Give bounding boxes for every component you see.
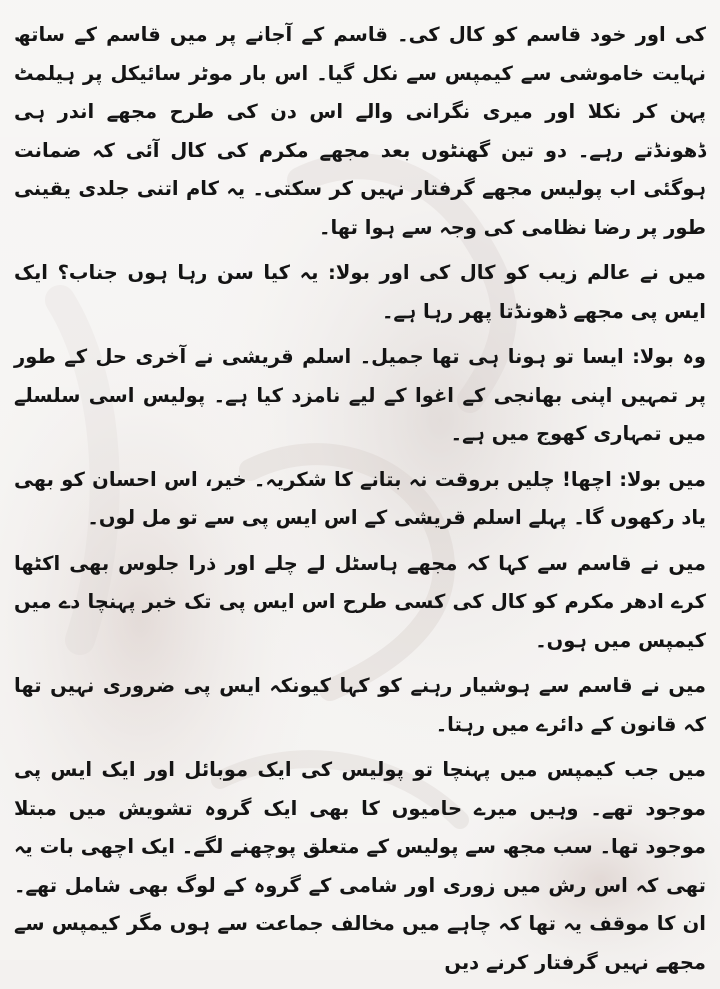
paragraph-4: میں بولا: اچھا! چلیں بروقت نہ بتانے کا شکریہ۔ خیر، اس احسان کو بھی یاد رکھوں گا۔ پہلے اسلم قریشی کے اس ایس پی سے تو مل لوں۔ (14, 467, 706, 529)
paragraph-1: کی اور خود قاسم کو کال کی۔ قاسم کے آجانے پر میں قاسم کے ساتھ نہایت خاموشی سے کیمپس سے نکل گیا۔ اس بار موٹر سائیکل پر ہیلمٹ پہن کر نکلا اور میری نگرانی والے اس دن کی طرح مجھے اندر ہی ڈھونڈتے رہے۔ دو تین گھنٹوں بعد مجھے مکرم کی کال آئی کہ ضمانت ہوگئی اب پولیس مجھے گرفتار نہیں کر سکتی۔ یہ کام اتنی جلدی یقینی طور پر رضا نظامی کی وجہ سے ہوا تھا۔ (14, 23, 706, 239)
urdu-text-body (14, 16, 706, 989)
paragraph-7: میں جب کیمپس میں پہنچا تو پولیس کی ایک موبائل اور ایک ایس پی موجود تھے۔ وہیں میرے حامیوں کا بھی ایک گروہ تشویش میں مبتلا موجود تھا۔ سب مجھ سے پولیس کے متعلق پوچھنے لگے۔ ایک اچھی بات یہ تھی کہ اس رش میں زوری اور شامی کے گروہ کے لوگ بھی شامل تھے۔ ان کا موقف یہ تھا کہ چاہے میں مخالف جماعت سے ہوں مگر کیمپس سے مجھے نہیں گرفتار کرنے دیں (14, 758, 706, 974)
paragraph-5: میں نے قاسم سے کہا کہ مجھے ہاسٹل لے چلے اور ذرا جلوس بھی اکٹھا کرے ادھر مکرم کو کال کی کسی طرح اس ایس پی تک خبر پہنچا دے میں کیمپس میں ہوں۔ (14, 551, 706, 652)
paragraph-2: میں نے عالم زیب کو کال کی اور بولا: یہ کیا سن رہا ہوں جناب؟ ایک ایس پی مجھے ڈھونڈتا پھر رہا ہے۔ (14, 261, 706, 323)
paragraph-6: میں نے قاسم سے ہوشیار رہنے کو کہا کیونکہ ایس پی ضروری نہیں تھا کہ قانون کے دائرے میں رہتا۔ (14, 674, 706, 736)
paragraph-3: وہ بولا: ایسا تو ہونا ہی تھا جمیل۔ اسلم قریشی نے آخری حل کے طور پر تمہیں اپنی بھانجی کے اغوا کے لیے نامزد کیا ہے۔ پولیس اسی سلسلے میں تمہاری کھوج میں ہے۔ (14, 345, 706, 445)
